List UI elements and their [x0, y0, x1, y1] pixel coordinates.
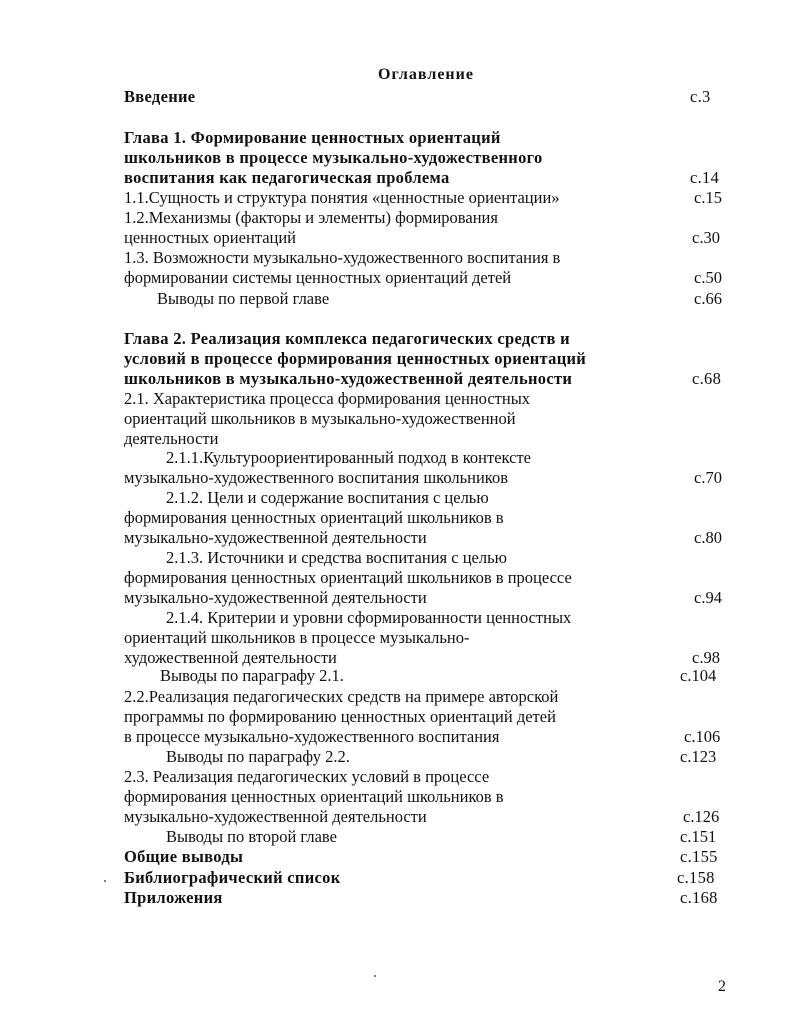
- toc-page-ref: с.50: [694, 268, 722, 287]
- toc-line: 2.1. Характеристика процесса формирования ценностных: [124, 389, 531, 408]
- toc-line: в процессе музыкально-художественного воспитания: [124, 727, 500, 746]
- toc-page-ref: с.106: [684, 727, 721, 746]
- toc-line: Приложения: [124, 888, 223, 907]
- toc-line: школьников в музыкально-художественной деятельности: [124, 369, 573, 388]
- toc-line: Выводы по первой главе: [157, 289, 330, 308]
- toc-page-ref: с.80: [694, 528, 722, 547]
- toc-page-ref: с.123: [680, 747, 717, 766]
- toc-line: программы по формированию ценностных ориентаций детей: [124, 707, 556, 726]
- toc-line: формирования ценностных ориентаций школьников в: [124, 508, 504, 527]
- toc-line: школьников в процессе музыкально-художественного: [124, 148, 543, 167]
- toc-page-ref: с.66: [694, 289, 722, 308]
- scan-speck: [104, 880, 106, 882]
- toc-line: 2.1.3. Источники и средства воспитания с целью: [166, 548, 507, 567]
- toc-line: деятельности: [124, 429, 219, 448]
- toc-line: 2.1.1.Культуроориентированный подход в контексте: [166, 448, 531, 467]
- toc-line: 1.3. Возможности музыкально-художественного воспитания в: [124, 248, 561, 267]
- toc-line: Глава 1. Формирование ценностных ориентаций: [124, 128, 501, 147]
- toc-line: музыкально-художественной деятельности: [124, 807, 427, 826]
- toc-page-ref: с.30: [692, 228, 720, 247]
- toc-line: Выводы по параграфу 2.1.: [160, 666, 344, 685]
- toc-line: Введение: [124, 87, 196, 106]
- toc-line: формирования ценностных ориентаций школьников в процессе: [124, 568, 572, 587]
- scan-speck: [374, 975, 376, 977]
- toc-line: Общие выводы: [124, 847, 244, 866]
- toc-page-ref: с.126: [683, 807, 720, 826]
- toc-line: Выводы по второй главе: [166, 827, 337, 846]
- toc-line: 2.1.2. Цели и содержание воспитания с целью: [166, 488, 489, 507]
- toc-page-ref: с.98: [692, 648, 720, 667]
- toc-page-ref: с.15: [694, 188, 722, 207]
- toc-line: условий в процессе формирования ценностных ориентаций: [124, 349, 587, 368]
- toc-page-ref: с.155: [680, 847, 718, 866]
- toc-page-ref: с.151: [680, 827, 717, 846]
- toc-line: ориентаций школьников в музыкально-художественной: [124, 409, 516, 428]
- toc-line: формировании системы ценностных ориентаций детей: [124, 268, 512, 287]
- toc-line: 2.1.4. Критерии и уровни сформированности ценностных: [166, 608, 572, 627]
- toc-line: Библиографический список: [124, 868, 341, 887]
- toc-page-ref: с.14: [690, 168, 720, 187]
- toc-line: Глава 2. Реализация комплекса педагогических средств и: [124, 329, 570, 348]
- toc-line: 1.2.Механизмы (факторы и элементы) формирования: [124, 208, 498, 227]
- toc-line: ценностных ориентаций: [124, 228, 297, 247]
- page-title: Оглавление: [378, 66, 474, 83]
- toc-line: воспитания как педагогическая проблема: [124, 168, 450, 187]
- toc-page-ref: с.168: [680, 888, 718, 907]
- toc-line: ориентаций школьников в процессе музыкально-: [124, 628, 470, 647]
- toc-page-ref: с.94: [694, 588, 722, 607]
- toc-line: 2.2.Реализация педагогических средств на примере авторской: [124, 687, 559, 706]
- toc-line: музыкально-художественной деятельности: [124, 588, 427, 607]
- toc-line: музыкально-художественного воспитания школьников: [124, 468, 509, 487]
- toc-page-ref: с.70: [694, 468, 722, 487]
- toc-line: художественной деятельности: [124, 648, 337, 667]
- toc-line: музыкально-художественной деятельности: [124, 528, 427, 547]
- toc-page-ref: с.3: [690, 87, 711, 106]
- toc-page-ref: с.68: [692, 369, 722, 388]
- toc-line: формирования ценностных ориентаций школьников в: [124, 787, 504, 806]
- toc-page-ref: с.158: [677, 868, 715, 887]
- toc-line: Выводы по параграфу 2.2.: [166, 747, 350, 766]
- toc-page-ref: с.104: [680, 666, 717, 685]
- toc-line: 2.3. Реализация педагогических условий в процессе: [124, 767, 490, 786]
- page-number: 2: [718, 978, 726, 995]
- toc-line: 1.1.Сущность и структура понятия «ценностные ориентации»: [124, 188, 560, 207]
